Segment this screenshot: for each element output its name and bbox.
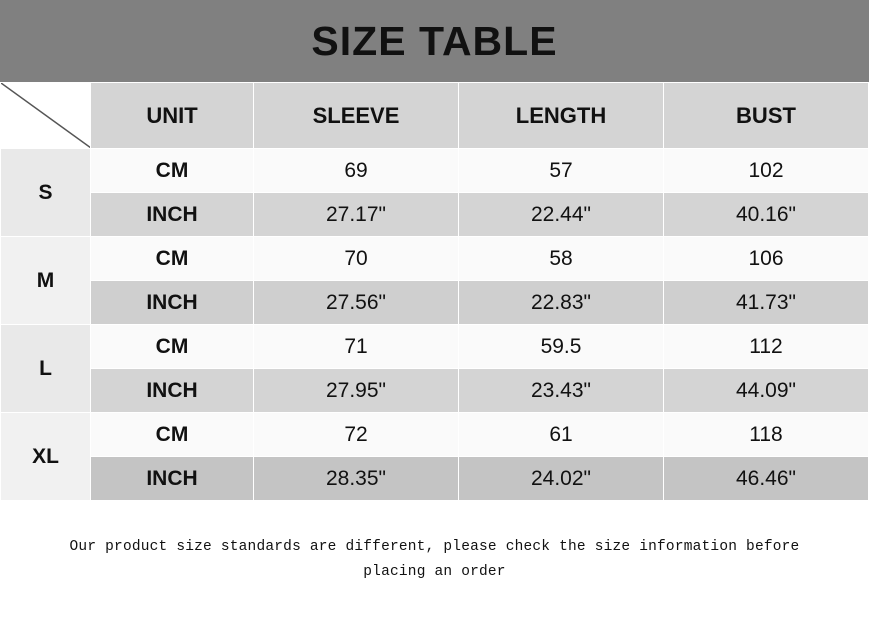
unit-label-inch-m: INCH (91, 281, 254, 325)
cell-l-cm-length: 59.5 (459, 325, 664, 369)
size-label-xl: XL (1, 413, 91, 501)
size-label-l: L (1, 325, 91, 413)
cell-xl-inch-length: 24.02" (459, 457, 664, 501)
cell-l-inch-bust: 44.09" (664, 369, 869, 413)
column-header-length: LENGTH (459, 83, 664, 149)
cell-m-cm-bust: 106 (664, 237, 869, 281)
unit-label-cm-m: CM (91, 237, 254, 281)
cell-m-inch-sleeve: 27.56" (254, 281, 459, 325)
table-row (1, 237, 869, 281)
table-row (1, 281, 869, 325)
diagonal-slash-icon (1, 83, 91, 148)
cell-s-cm-length: 57 (459, 149, 664, 193)
cell-m-cm-sleeve: 70 (254, 237, 459, 281)
cell-xl-cm-sleeve: 72 (254, 413, 459, 457)
unit-label-inch-l: INCH (91, 369, 254, 413)
page-title: SIZE TABLE (311, 17, 558, 64)
size-label-s: S (1, 149, 91, 237)
cell-s-inch-sleeve: 27.17" (254, 193, 459, 237)
table-row (1, 457, 869, 501)
table-row (1, 325, 869, 369)
cell-xl-inch-sleeve: 28.35" (254, 457, 459, 501)
column-header-bust: BUST (664, 83, 869, 149)
table-row (1, 193, 869, 237)
cell-l-inch-length: 23.43" (459, 369, 664, 413)
cell-l-cm-bust: 112 (664, 325, 869, 369)
cell-l-cm-sleeve: 71 (254, 325, 459, 369)
unit-label-cm-s: CM (91, 149, 254, 193)
cell-l-inch-sleeve: 27.95" (254, 369, 459, 413)
cell-xl-cm-length: 61 (459, 413, 664, 457)
column-header-sleeve: SLEEVE (254, 83, 459, 149)
size-table (0, 82, 869, 501)
unit-label-cm-xl: CM (91, 413, 254, 457)
unit-label-inch-s: INCH (91, 193, 254, 237)
size-disclaimer-note: Our product size standards are different, please check the size information before placing an order (69, 539, 800, 580)
unit-label-inch-xl: INCH (91, 457, 254, 501)
corner-cell-diagonal (1, 83, 91, 149)
cell-xl-inch-bust: 46.46" (664, 457, 869, 501)
title-banner (0, 0, 869, 82)
table-row (1, 369, 869, 413)
cell-s-cm-bust: 102 (664, 149, 869, 193)
table-header-row (1, 83, 869, 149)
cell-s-inch-bust: 40.16" (664, 193, 869, 237)
size-label-m: M (1, 237, 91, 325)
unit-label-cm-l: CM (91, 325, 254, 369)
cell-m-cm-length: 58 (459, 237, 664, 281)
cell-m-inch-bust: 41.73" (664, 281, 869, 325)
cell-s-inch-length: 22.44" (459, 193, 664, 237)
column-header-unit: UNIT (91, 83, 254, 149)
table-row (1, 149, 869, 193)
cell-m-inch-length: 22.83" (459, 281, 664, 325)
cell-s-cm-sleeve: 69 (254, 149, 459, 193)
table-row (1, 413, 869, 457)
cell-xl-cm-bust: 118 (664, 413, 869, 457)
